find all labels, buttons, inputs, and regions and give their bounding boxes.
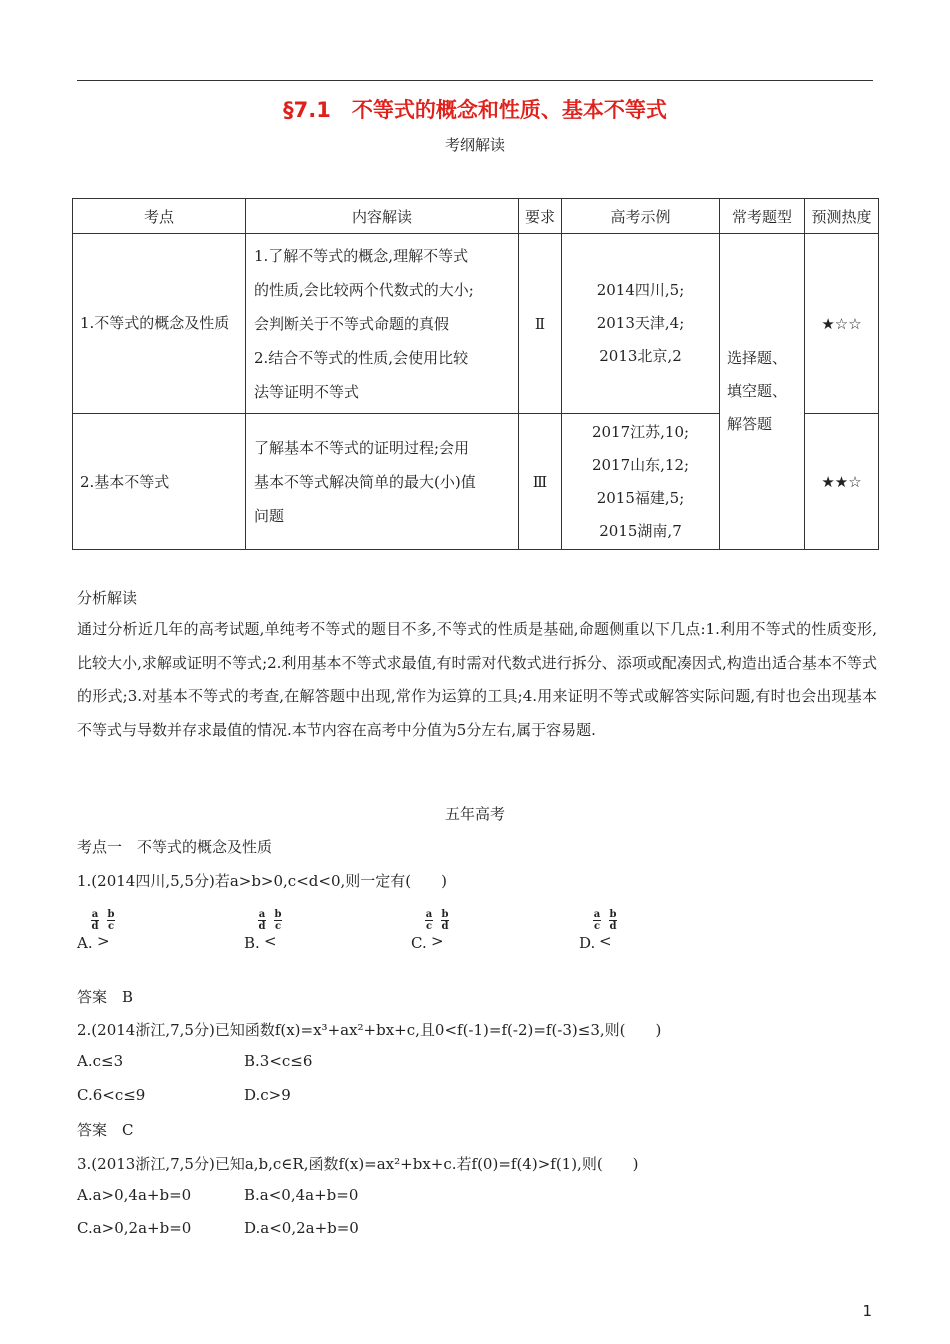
analysis-heading: 分析解读 [77,589,138,607]
q1-answer: 答案 B [77,988,134,1006]
q2-stem: 2.(2014浙江,7,5分)已知函数f(x)=x³+ax²+bx+c,且0<f(-1)=f(-2)=f(-3)≤3,则( ) [77,1021,662,1039]
row1-point: 1.不等式的概念及性质 [73,234,246,414]
table-header-row [73,199,879,234]
q1-option-d: D. a c b d < [579,909,617,952]
q3-option-a: A.a>0,4a+b=0 [77,1186,192,1204]
header-heat: 预测热度 [805,199,879,234]
row2-content: 了解基本不等式的证明过程;会用 基本不等式解决简单的最大(小)值 问题 [246,414,519,550]
kaodian-heading: 考点一 不等式的概念及性质 [77,838,273,856]
header-requirement: 要求 [519,199,562,234]
common-types: 选择题、 填空题、 解答题 [720,234,805,550]
row2-examples: 2017江苏,10; 2017山东,12; 2015福建,5; 2015湖南,7 [562,414,720,550]
q3-option-b: B.a<0,4a+b=0 [244,1186,359,1204]
analysis-body: 通过分析近几年的高考试题,单纯考不等式的题目不多,不等式的性质是基础,命题侧重以下几点:1.利用不等式的性质变形,比较大小,求解或证明不等式;2.利用基本不等式求最值,有时需对代数式进行拆分、添项或配凑因式,构造出适合基本不等式的形式;3.对基本不等式的考查,在解答题中出现,常作为运算的工具;4.用来证明不等式或解答实际问题,有时也会出现基本不等式与导数并存求最值的情况.本节内容在高考中分值为5分左右,属于容易题. [77,620,877,739]
header-content: 内容解读 [246,199,519,234]
row1-heat: ★☆☆ [805,234,879,414]
row2-requirement: Ⅲ [519,414,562,550]
row1-requirement: Ⅱ [519,234,562,414]
q1-option-c: C. a c b d > [411,909,449,952]
row1-examples: 2014四川,5; 2013天津,4; 2013北京,2 [562,234,720,414]
page-title: §7.1 不等式的概念和性质、基本不等式 [283,98,667,122]
header-kaodian: 考点 [73,199,246,234]
row2-heat: ★★☆ [805,414,879,550]
q2-option-b: B.3<c≤6 [244,1052,313,1070]
q3-stem: 3.(2013浙江,7,5分)已知a,b,c∈R,函数f(x)=ax²+bx+c.若f(0)=f(4)>f(1),则( ) [77,1155,639,1173]
section-heading: 五年高考 [444,805,505,823]
q3-option-d: D.a<0,2a+b=0 [244,1219,359,1237]
page-number: 1 [862,1302,872,1320]
header-examples: 高考示例 [562,199,720,234]
q1-option-a: A. a d b c > [77,909,115,952]
syllabus-table [72,198,879,550]
q2-option-c: C.6<c≤9 [77,1086,146,1104]
q1-option-b: B. a d b c < [244,909,282,952]
q2-option-d: D.c>9 [244,1086,291,1104]
table-row [73,234,879,414]
subtitle: 考纲解读 [444,136,505,154]
row2-point: 2.基本不等式 [73,414,246,550]
row1-content: 1.了解不等式的概念,理解不等式 的性质,会比较两个代数式的大小; 会判断关于不等式命题的真假 2.结合不等式的性质,会使用比较 法等证明不等式 [246,234,519,414]
header-types: 常考题型 [720,199,805,234]
q2-option-a: A.c≤3 [77,1052,124,1070]
q1-stem: 1.(2014四川,5,5分)若a>b>0,c<d<0,则一定有( ) [77,872,447,890]
top-rule [77,80,873,81]
q2-answer: 答案 C [77,1121,134,1139]
q3-option-c: C.a>0,2a+b=0 [77,1219,192,1237]
